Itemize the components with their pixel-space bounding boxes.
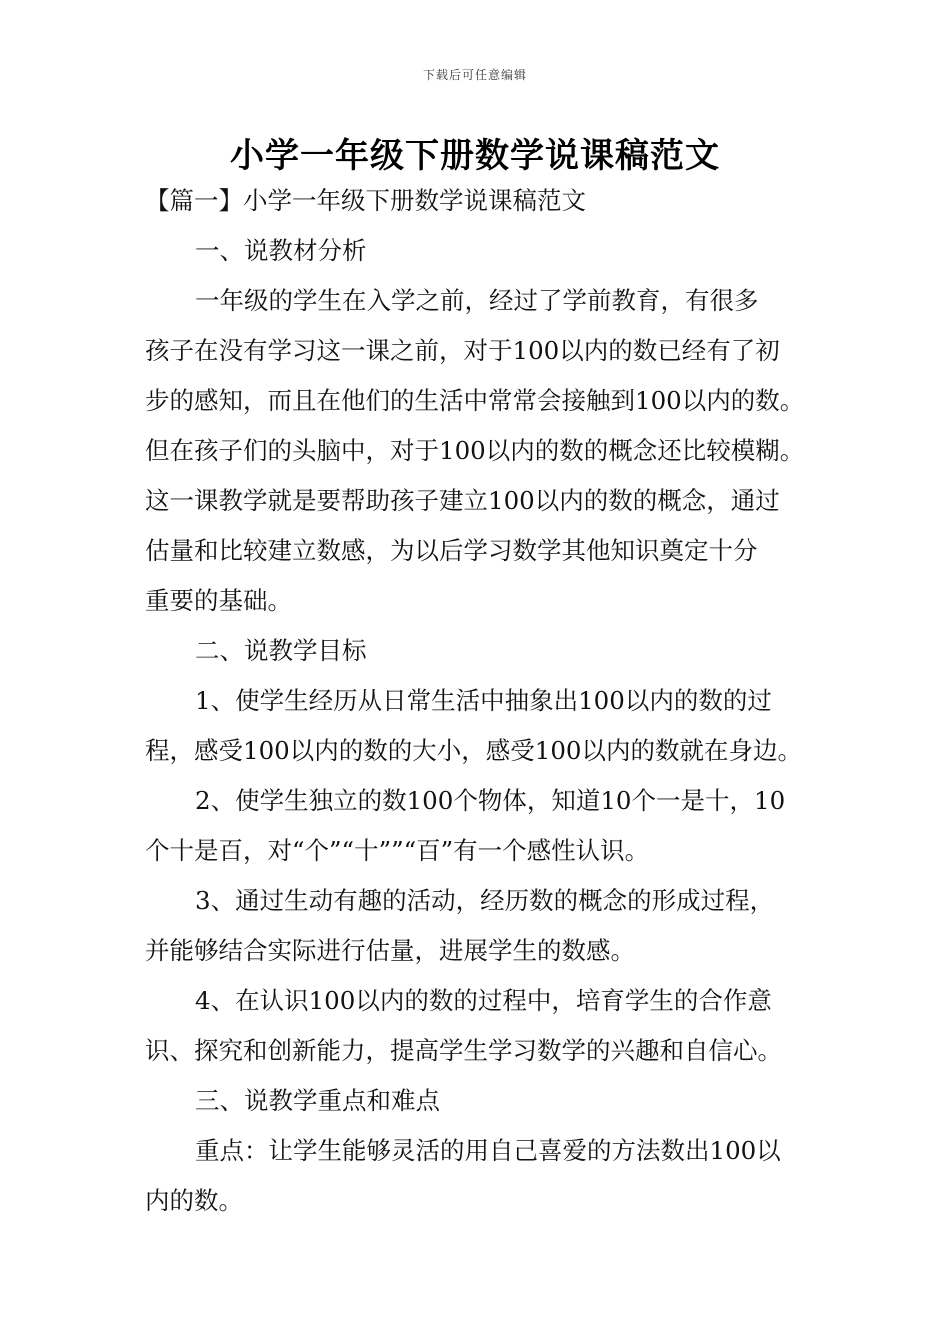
document-title: 小学一年级下册数学说课稿范文 [230, 136, 720, 176]
paragraph-line: 1、使学生经历从日常生活中抽象出100以内的数的过 [195, 686, 772, 715]
paragraph-line: 但在孩子们的头脑中，对于100以内的数的概念还比较模糊。 [145, 436, 805, 465]
paragraph-line: 4、在认识100以内的数的过程中，培育学生的合作意 [195, 986, 772, 1015]
section-heading-textbook-analysis: 一、说教材分析 [195, 236, 367, 265]
paragraph-line: 内的数。 [145, 1186, 243, 1215]
paragraph-line: 孩子在没有学习这一课之前，对于100以内的数已经有了初 [145, 336, 780, 365]
section-heading-part-one: 【篇一】小学一年级下册数学说课稿范文 [145, 186, 586, 215]
paragraph-line: 重要的基础。 [145, 586, 292, 615]
paragraph-line: 程，感受100以内的数的大小，感受100以内的数就在身边。 [145, 736, 803, 765]
section-heading-key-points: 三、说教学重点和难点 [195, 1086, 440, 1115]
paragraph-line: 一年级的学生在入学之前，经过了学前教育，有很多 [195, 286, 759, 315]
paragraph-line: 并能够结合实际进行估量，进展学生的数感。 [145, 936, 635, 965]
document-body [145, 176, 825, 1226]
header-note: 下载后可任意编辑 [422, 68, 527, 82]
paragraph-line: 2、使学生独立的数100个物体，知道10个一是十，10 [195, 786, 786, 815]
paragraph-line: 这一课教学就是要帮助孩子建立100以内的数的概念，通过 [145, 486, 780, 515]
section-heading-teaching-goals: 二、说教学目标 [195, 636, 367, 665]
paragraph-line: 个十是百，对“个”“十””“百”有一个感性认识。 [145, 836, 650, 865]
paragraph-line: 识、探究和创新能力，提高学生学习数学的兴趣和自信心。 [145, 1036, 782, 1065]
paragraph-line: 步的感知，而且在他们的生活中常常会接触到100以内的数。 [145, 386, 805, 415]
paragraph-line: 估量和比较建立数感，为以后学习数学其他知识奠定十分 [145, 536, 758, 565]
paragraph-line: 3、通过生动有趣的活动，经历数的概念的形成过程， [195, 886, 775, 915]
paragraph-line: 重点：让学生能够灵活的用自己喜爱的方法数出100以 [195, 1136, 781, 1165]
